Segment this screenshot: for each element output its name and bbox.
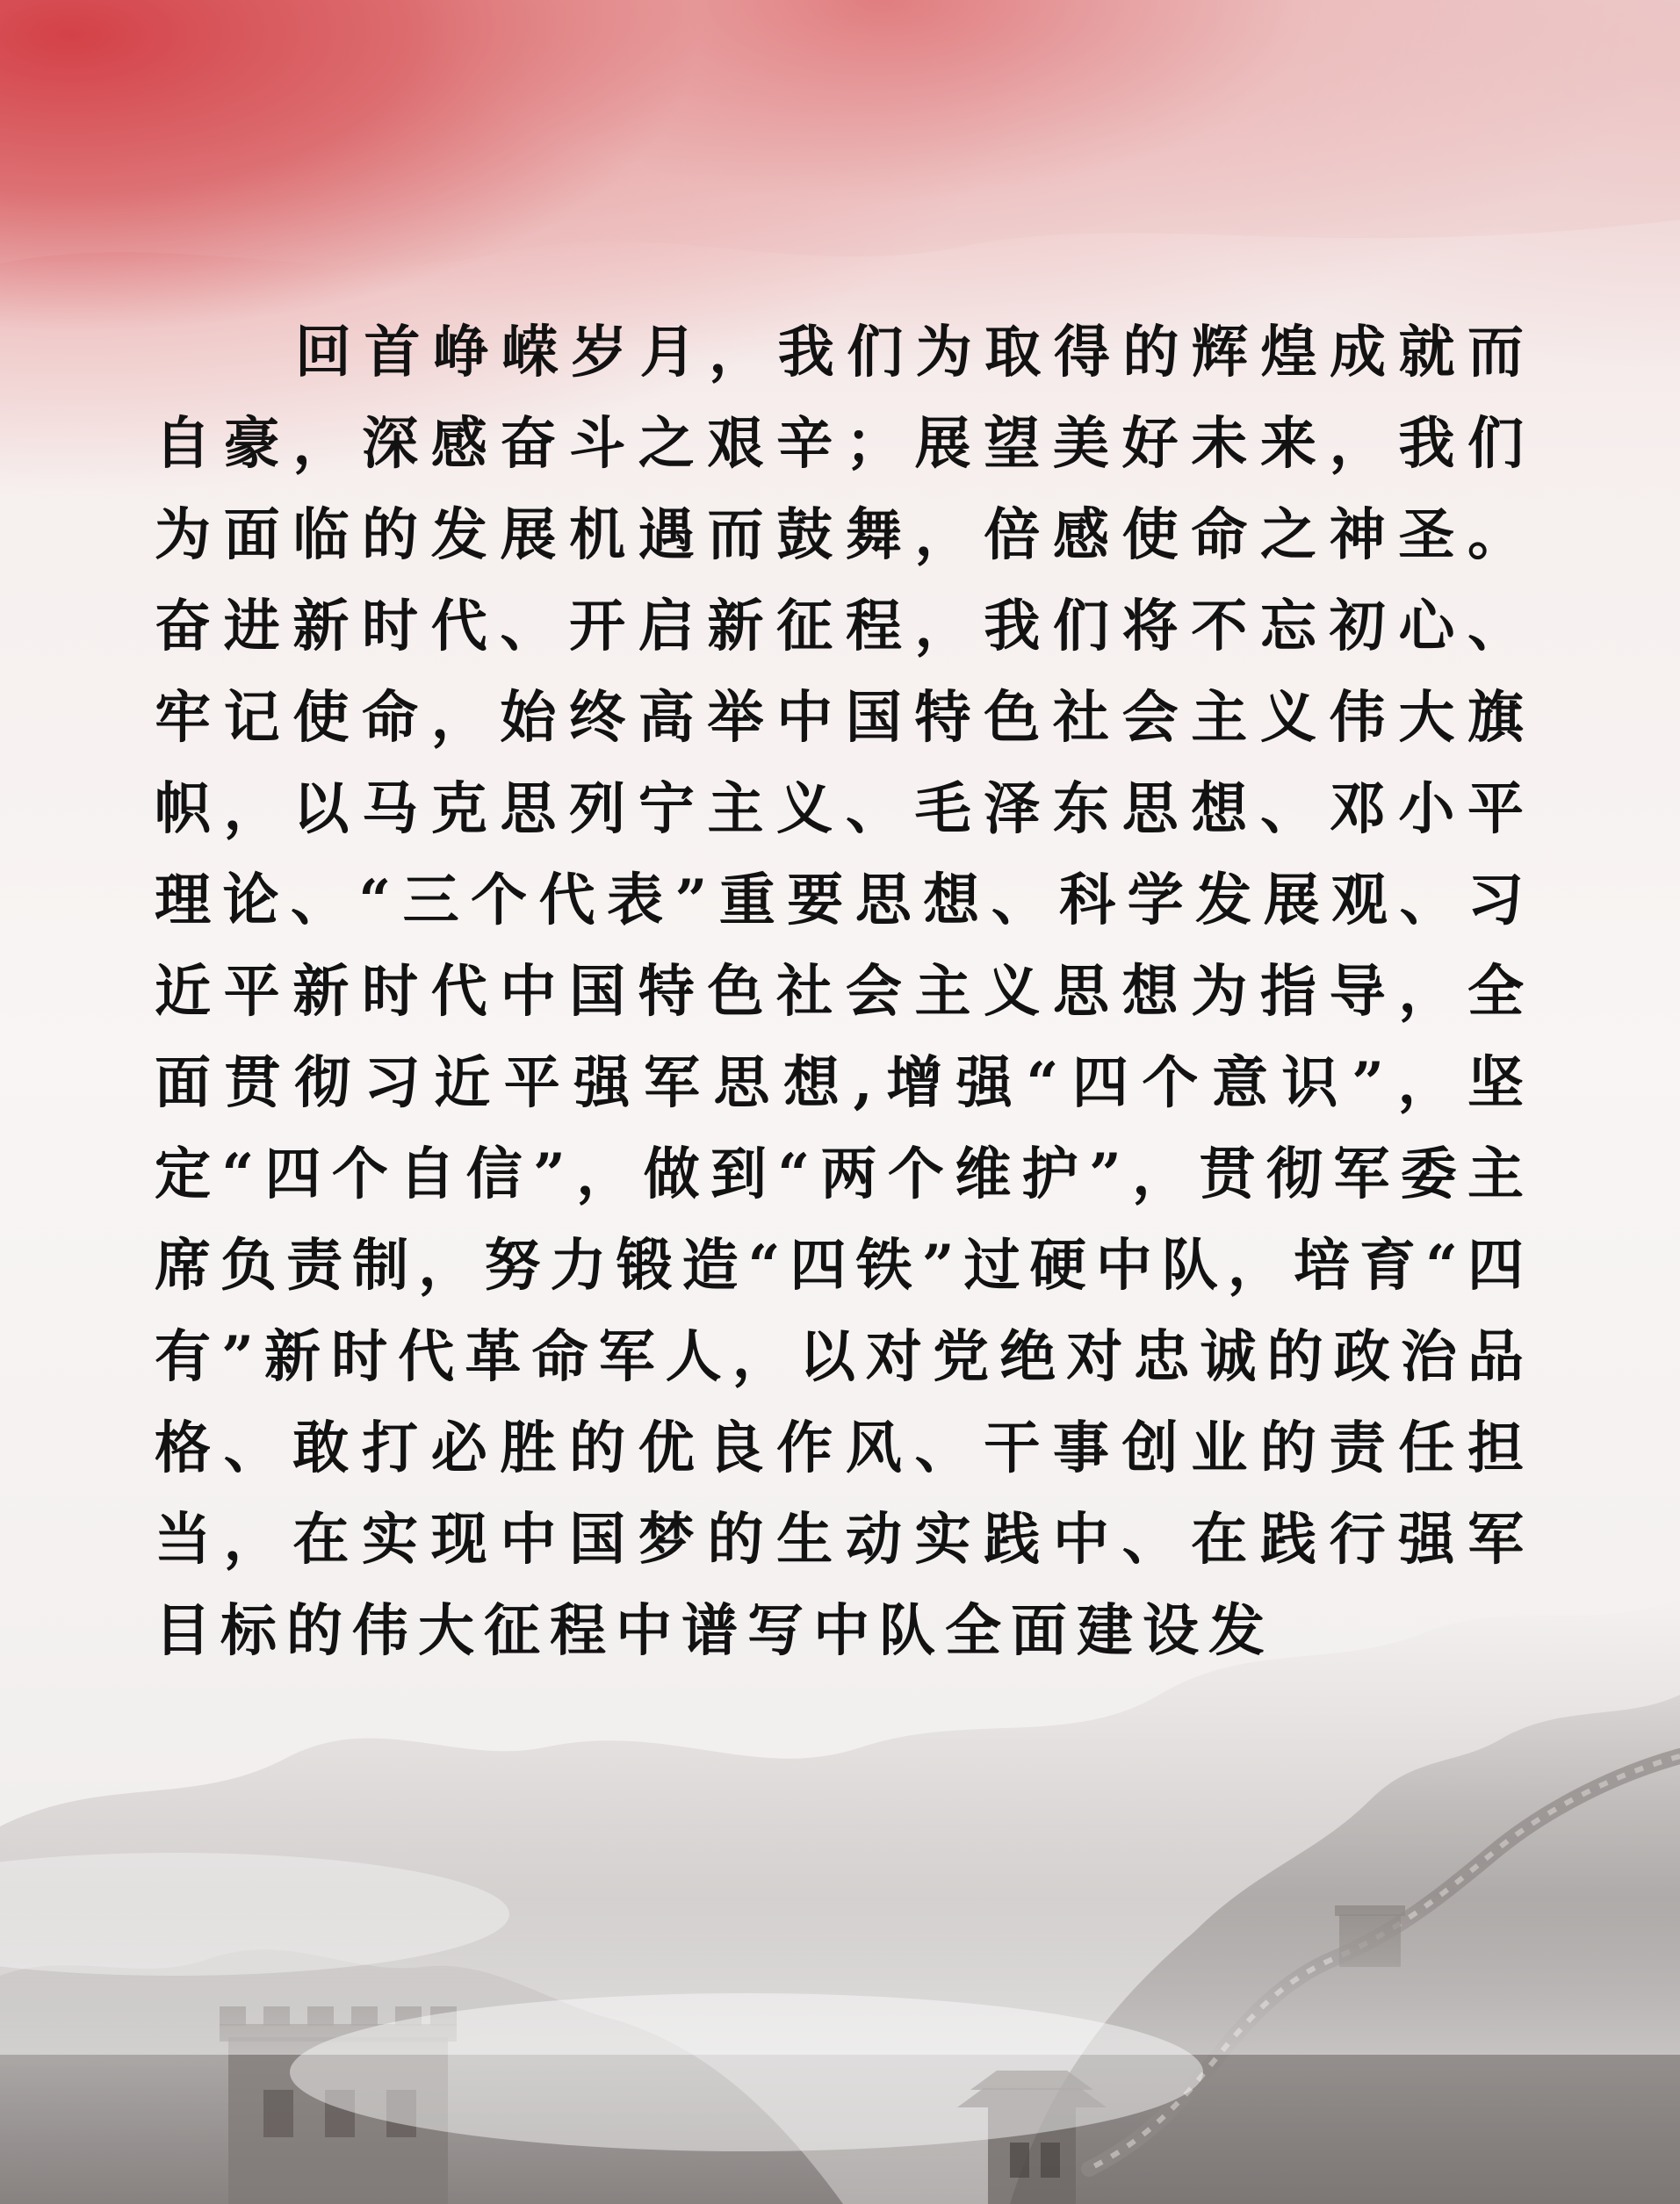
body-paragraph: 回首峥嵘岁月，我们为取得的辉煌成就而自豪，深感奋斗之艰辛；展望美好未来，我们为面临的发展机遇而鼓舞，倍感使命之神圣。奋进新时代、开启新征程，我们将不忘初心、牢记使命，始终高举中国特色社会主义伟大旗帜，以马克思列宁主义、毛泽东思想、邓小平理论、“三个代表”重要思想、科学发展观、习近平新时代中国特色社会主义思想为指导，全面贯彻习近平强军思想,增强“四个意识”，坚定“四个自信”，做到“两个维护”，贯彻军委主席负责制，努力锻造“四铁”过硬中队，培育“四有”新时代革命军人，以对党绝对忠诚的政治品格、敢打必胜的优良作风、干事创业的责任担当，在实现中国梦的生动实践中、在践行强军目标的伟大征程中谱写中队全面建设发 (155, 320, 1533, 1664)
red-cloud-wisp (0, 0, 1680, 266)
